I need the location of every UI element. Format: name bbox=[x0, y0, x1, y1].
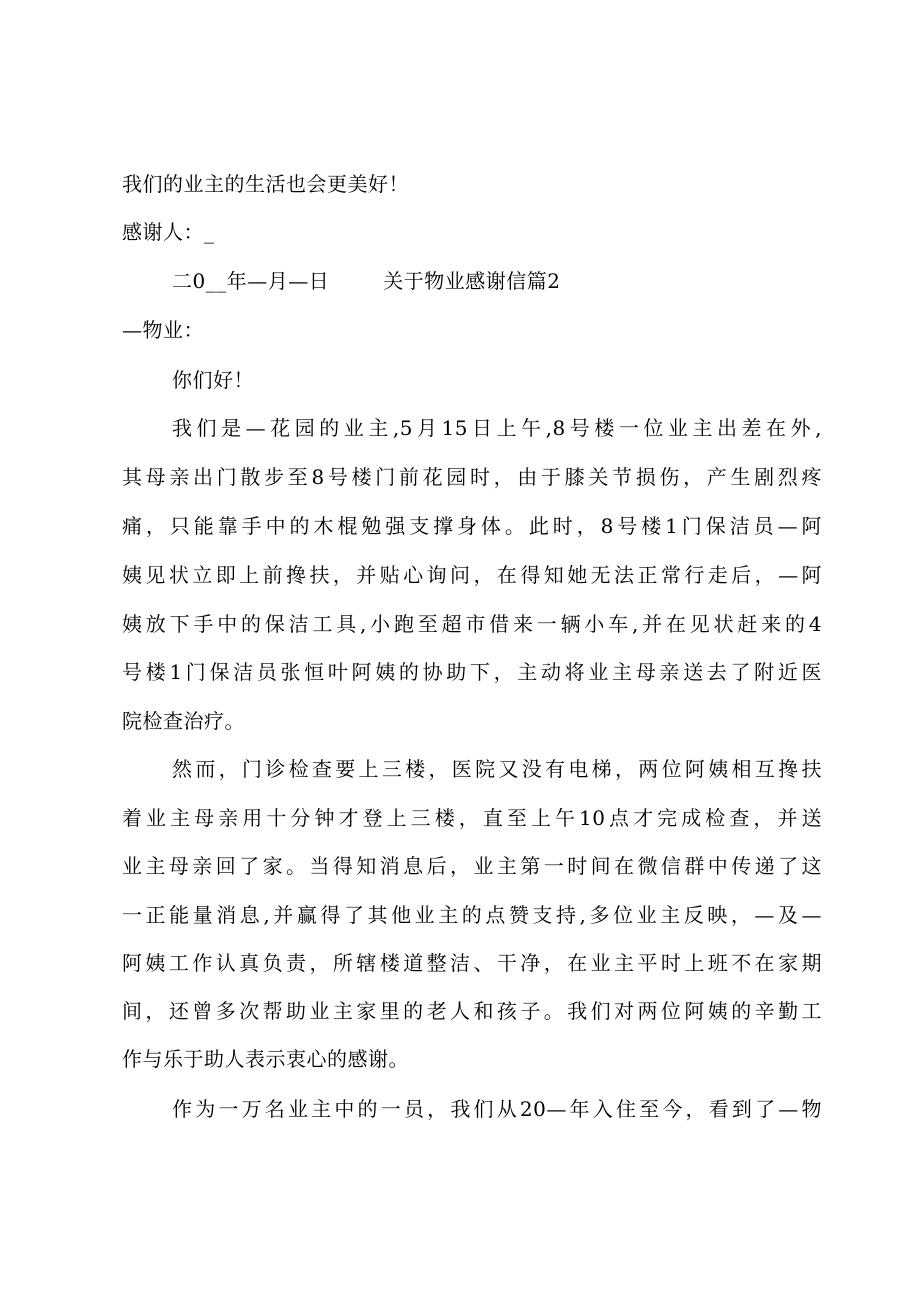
paragraph-2-line-5: 阿姨工作认真负责，所辖楼道整洁、干净，在业主平时上班不在家期 bbox=[122, 951, 822, 975]
paragraph-1-line-1: 我们是—花园的业主,5月15日上午,8号楼一位业主出差在外, bbox=[172, 416, 822, 440]
paragraph-1-line-5: 姨放下手中的保洁工具,小跑至超市借来一辆小车,并在见状赶来的4 bbox=[122, 612, 822, 636]
paragraph-2-line-7: 作与乐于助人表示衷心的感谢。 bbox=[122, 1047, 409, 1071]
paragraph-2-line-4: 一正能量消息,并赢得了其他业主的点赞支持,多位业主反映，—及— bbox=[122, 903, 822, 927]
paragraph-2-line-1: 然而，门诊检查要上三楼，医院又没有电梯，两位阿姨相互搀扶 bbox=[172, 757, 822, 781]
paragraph-1-line-6: 号楼1门保洁员张恒叶阿姨的协助下，主动将业主母亲送去了附近医 bbox=[122, 660, 822, 684]
paragraph-1-line-2: 其母亲出门散步至8号楼门前花园时，由于膝关节损伤，产生剧烈疼 bbox=[122, 465, 822, 489]
paragraph-1-line-3: 痛，只能靠手中的木棍勉强支撑身体。此时，8号楼1门保洁员—阿 bbox=[122, 514, 822, 538]
recipient-line: —物业： bbox=[122, 318, 204, 342]
date-and-title-line bbox=[172, 269, 822, 293]
greeting-line: 你们好！ bbox=[172, 368, 254, 392]
paragraph-2-line-6: 间，还曾多次帮助业主家里的老人和孩子。我们对两位阿姨的辛勤工 bbox=[122, 999, 822, 1023]
paragraph-2-line-2: 着业主母亲用十分钟才登上三楼，直至上午10点才完成检查，并送 bbox=[122, 806, 822, 830]
letter-date: 二0__年—月—日 bbox=[172, 269, 330, 293]
closing-sentence: 我们的业主的生活也会更美好！ bbox=[122, 172, 409, 196]
next-letter-title: 关于物业感谢信篇2 bbox=[383, 269, 561, 293]
paragraph-2-line-3: 业主母亲回了家。当得知消息后，业主第一时间在微信群中传递了这 bbox=[122, 854, 822, 878]
paragraph-1-line-4: 姨见状立即上前搀扶，并贴心询问，在得知她无法正常行走后，—阿 bbox=[122, 563, 822, 587]
thanks-by-line: 感谢人：_ bbox=[122, 220, 215, 244]
paragraph-3-line-1: 作为一万名业主中的一员，我们从20—年入住至今，看到了—物 bbox=[172, 1097, 822, 1121]
paragraph-1-line-7: 院检查治疗。 bbox=[122, 709, 245, 733]
